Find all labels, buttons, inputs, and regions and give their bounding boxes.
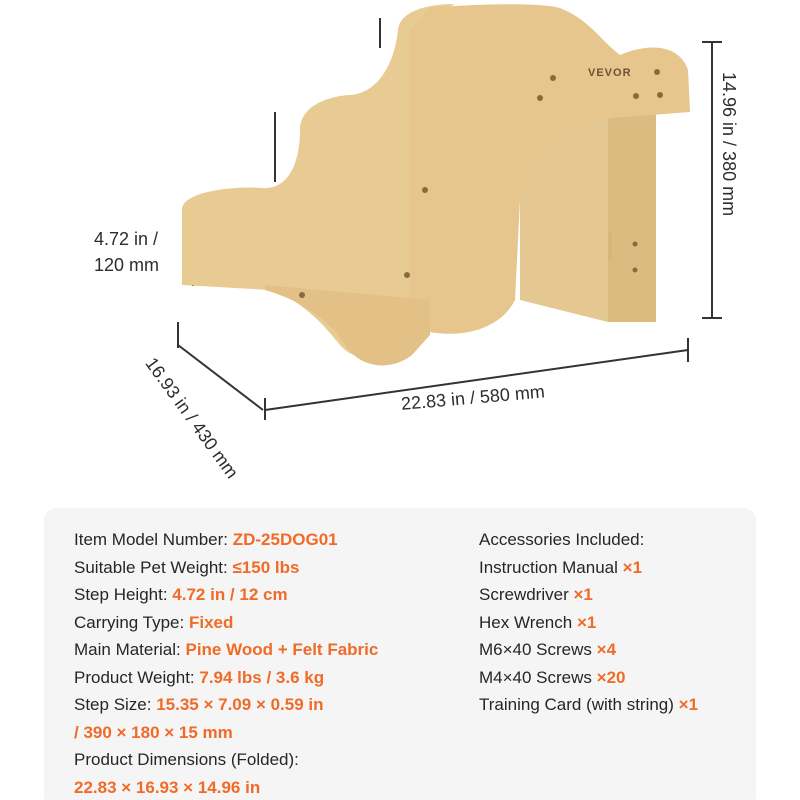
accessory-item: Training Card (with string) ×1	[479, 695, 699, 714]
spec-model: Item Model Number: ZD-25DOG01	[74, 530, 338, 549]
spec-list	[74, 526, 474, 800]
depth-label: 16.93 in / 430 mm	[141, 353, 243, 483]
stairs-frame	[182, 4, 690, 365]
spec-weight: Product Weight: 7.94 lbs / 3.6 kg	[74, 667, 325, 687]
accessory-item: M4×40 Screws ×20	[479, 667, 626, 687]
accessories-list	[479, 526, 749, 719]
accessories-title: Accessories Included:	[479, 530, 645, 549]
spec-step-size: Step Size: 15.35 × 7.09 × 0.59 in	[74, 695, 324, 714]
accessory-item: M6×40 Screws ×4	[479, 640, 617, 659]
step-height-label: 4.72 in / 120 mm	[94, 229, 160, 276]
spec-carrying-type: Carrying Type: Fixed	[74, 612, 234, 632]
width-label: 22.83 in / 580 mm	[400, 381, 546, 414]
spec-step-size-metric: / 390 × 180 × 15 mm	[74, 722, 233, 742]
spec-card	[44, 508, 756, 800]
spec-step-height: Step Height: 4.72 in / 12 cm	[74, 585, 288, 604]
spec-material: Main Material: Pine Wood + Felt Fabric	[74, 640, 379, 659]
back-leg	[608, 110, 656, 322]
accessory-item: Screwdriver ×1	[479, 585, 593, 604]
spec-dimensions-value: 22.83 × 16.93 × 14.96 in	[74, 777, 261, 797]
accessory-item: Instruction Manual ×1	[479, 557, 643, 577]
height-label: 14.96 in / 380 mm	[719, 72, 739, 217]
spec-dimensions-label: Product Dimensions (Folded):	[74, 750, 299, 769]
brand-logo: VEVOR	[588, 67, 632, 79]
spec-pet-weight: Suitable Pet Weight: ≤150 lbs	[74, 557, 300, 577]
accessory-item: Hex Wrench ×1	[479, 612, 597, 632]
